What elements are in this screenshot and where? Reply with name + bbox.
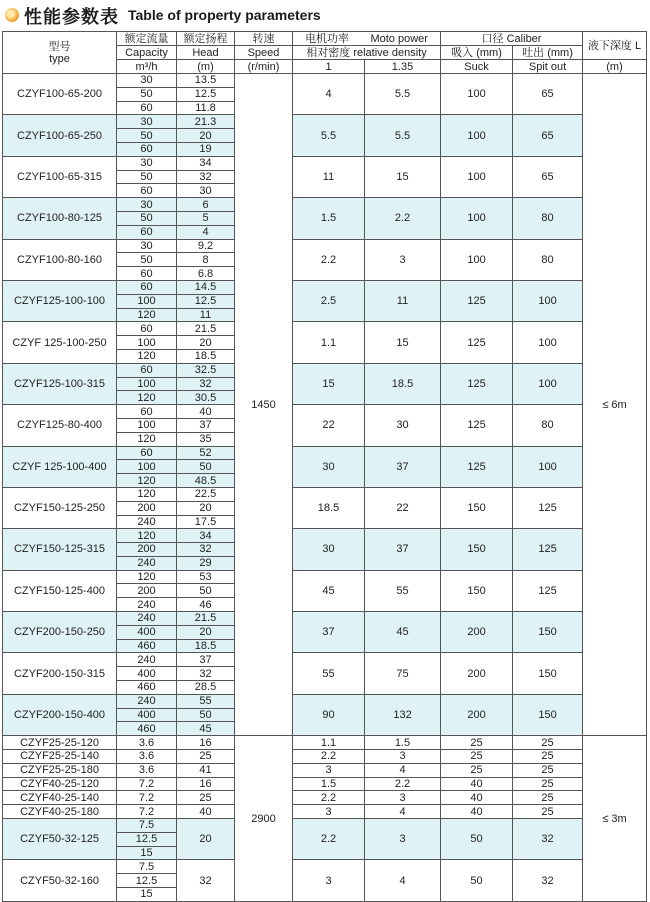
capacity-cell: 120: [117, 487, 177, 501]
suck-cell: 25: [441, 736, 513, 750]
type-en-label: type: [49, 52, 70, 65]
suck-cell: 125: [441, 363, 513, 404]
col-header-suck-en: Suck: [441, 60, 513, 74]
power-d1-cell: 1.5: [293, 777, 365, 791]
capacity-cell: 7.2: [117, 777, 177, 791]
col-header-head-unit: (m): [177, 60, 235, 74]
head-cell: 11.8: [177, 101, 235, 115]
head-cell: 20: [177, 819, 235, 860]
page-title-zh: 性能参数表: [24, 7, 119, 27]
model-type-cell: CZYF50-32-160: [3, 860, 117, 901]
suck-cell: 25: [441, 763, 513, 777]
table-row: [3, 74, 647, 88]
head-cell: 6.8: [177, 267, 235, 281]
suck-cell: 100: [441, 156, 513, 197]
capacity-cell: 100: [117, 460, 177, 474]
col-header-suck-zh: 吸入 (mm): [441, 46, 513, 60]
capacity-cell: 240: [117, 515, 177, 529]
col-header-density-1: 1: [293, 60, 365, 74]
power-d1-cell: 1.1: [293, 322, 365, 363]
capacity-cell: 60: [117, 142, 177, 156]
head-cell: 28.5: [177, 681, 235, 695]
capacity-cell: 60: [117, 405, 177, 419]
head-cell: 30: [177, 184, 235, 198]
suck-cell: 150: [441, 529, 513, 570]
table-row: [3, 322, 647, 336]
model-type-cell: CZYF100-80-125: [3, 198, 117, 239]
head-cell: 34: [177, 156, 235, 170]
capacity-cell: 60: [117, 101, 177, 115]
spit-cell: 150: [513, 612, 583, 653]
power-d2-cell: 22: [365, 487, 441, 528]
spit-cell: 25: [513, 791, 583, 805]
head-cell: 50: [177, 460, 235, 474]
head-cell: 12.5: [177, 87, 235, 101]
power-d1-cell: 3: [293, 860, 365, 901]
capacity-cell: 60: [117, 280, 177, 294]
head-cell: 53: [177, 570, 235, 584]
power-d1-cell: 4: [293, 74, 365, 115]
head-cell: 16: [177, 777, 235, 791]
power-d2-cell: 2.2: [365, 198, 441, 239]
suck-cell: 100: [441, 198, 513, 239]
power-d2-cell: 15: [365, 156, 441, 197]
table-row: [3, 653, 647, 667]
table-row: [3, 529, 647, 543]
power-d1-cell: 30: [293, 446, 365, 487]
head-cell: 8: [177, 253, 235, 267]
model-type-cell: CZYF150-125-315: [3, 529, 117, 570]
capacity-cell: 7.2: [117, 805, 177, 819]
head-cell: 32: [177, 543, 235, 557]
head-cell: 20: [177, 625, 235, 639]
capacity-cell: 120: [117, 432, 177, 446]
model-type-cell: CZYF100-65-250: [3, 115, 117, 156]
head-cell: 37: [177, 653, 235, 667]
capacity-cell: 240: [117, 612, 177, 626]
table-row: [3, 446, 647, 460]
col-header-power: [293, 32, 441, 46]
col-header-depth-zh: 液下深度 L: [583, 32, 647, 60]
col-header-speed-en: Speed: [235, 46, 293, 60]
table-row: [3, 819, 647, 833]
property-table: [2, 31, 647, 902]
depth-cell: ≤ 6m: [583, 74, 647, 736]
capacity-cell: 120: [117, 349, 177, 363]
model-type-cell: CZYF 125-100-250: [3, 322, 117, 363]
head-cell: 30.5: [177, 391, 235, 405]
power-d1-cell: 3: [293, 805, 365, 819]
power-d1-cell: 5.5: [293, 115, 365, 156]
capacity-cell: 240: [117, 556, 177, 570]
capacity-cell: 50: [117, 211, 177, 225]
head-cell: 4: [177, 225, 235, 239]
table-row: [3, 115, 647, 129]
spit-cell: 80: [513, 405, 583, 446]
table-row: [3, 487, 647, 501]
table-row: [3, 239, 647, 253]
table-row: [3, 570, 647, 584]
capacity-cell: 50: [117, 87, 177, 101]
head-cell: 5: [177, 211, 235, 225]
suck-cell: 50: [441, 819, 513, 860]
col-header-caliber: 口径 Caliber: [441, 32, 583, 46]
speed-cell: 1450: [235, 74, 293, 736]
head-cell: 50: [177, 584, 235, 598]
suck-cell: 125: [441, 446, 513, 487]
capacity-cell: 400: [117, 667, 177, 681]
head-cell: 12.5: [177, 294, 235, 308]
table-row: [3, 612, 647, 626]
head-cell: 14.5: [177, 280, 235, 294]
power-d2-cell: 18.5: [365, 363, 441, 404]
suck-cell: 100: [441, 74, 513, 115]
head-cell: 21.5: [177, 612, 235, 626]
capacity-cell: 50: [117, 170, 177, 184]
capacity-cell: 240: [117, 598, 177, 612]
depth-cell: ≤ 3m: [583, 736, 647, 902]
power-d2-cell: 1.5: [365, 736, 441, 750]
model-type-cell: CZYF200-150-250: [3, 612, 117, 653]
spit-cell: 125: [513, 487, 583, 528]
head-cell: 21.5: [177, 322, 235, 336]
power-d2-cell: 3: [365, 791, 441, 805]
power-d1-cell: 2.2: [293, 791, 365, 805]
head-cell: 11: [177, 308, 235, 322]
capacity-cell: 200: [117, 584, 177, 598]
power-d2-cell: 11: [365, 280, 441, 321]
capacity-cell: 15: [117, 846, 177, 860]
spit-cell: 100: [513, 446, 583, 487]
capacity-cell: 460: [117, 681, 177, 695]
head-cell: 18.5: [177, 349, 235, 363]
head-cell: 17.5: [177, 515, 235, 529]
table-row: [3, 860, 647, 874]
col-header-capacity-zh: 额定流量: [117, 32, 177, 46]
suck-cell: 200: [441, 612, 513, 653]
table-row: [3, 694, 647, 708]
capacity-cell: 3.6: [117, 763, 177, 777]
capacity-cell: 120: [117, 308, 177, 322]
capacity-cell: 7.2: [117, 791, 177, 805]
power-d2-cell: 5.5: [365, 115, 441, 156]
capacity-cell: 30: [117, 74, 177, 88]
head-cell: 20: [177, 501, 235, 515]
col-header-density: 相对密度 relative density: [293, 46, 441, 60]
page-title-en: Table of property parameters: [128, 7, 321, 23]
model-type-cell: CZYF125-100-315: [3, 363, 117, 404]
power-d2-cell: 37: [365, 446, 441, 487]
head-cell: 32: [177, 860, 235, 901]
power-d2-cell: 3: [365, 239, 441, 280]
model-type-cell: CZYF40-25-180: [3, 805, 117, 819]
capacity-cell: 200: [117, 501, 177, 515]
head-cell: 6: [177, 198, 235, 212]
model-type-cell: CZYF100-65-200: [3, 74, 117, 115]
power-d1-cell: 37: [293, 612, 365, 653]
col-header-head-en: Head: [177, 46, 235, 60]
table-row: [3, 405, 647, 419]
col-header-capacity-en: Capacity: [117, 46, 177, 60]
head-cell: 13.5: [177, 74, 235, 88]
spit-cell: 100: [513, 280, 583, 321]
capacity-cell: 100: [117, 336, 177, 350]
capacity-cell: 120: [117, 529, 177, 543]
capacity-cell: 30: [117, 239, 177, 253]
head-cell: 20: [177, 129, 235, 143]
suck-cell: 150: [441, 570, 513, 611]
suck-cell: 200: [441, 694, 513, 735]
capacity-cell: 3.6: [117, 736, 177, 750]
capacity-cell: 120: [117, 474, 177, 488]
model-type-cell: CZYF25-25-140: [3, 750, 117, 764]
head-cell: 16: [177, 736, 235, 750]
capacity-cell: 60: [117, 446, 177, 460]
model-type-cell: CZYF150-125-400: [3, 570, 117, 611]
head-cell: 34: [177, 529, 235, 543]
capacity-cell: 7.5: [117, 819, 177, 833]
table-row: [3, 280, 647, 294]
power-en-label: Moto power: [370, 32, 428, 45]
col-header-speed-unit: (r/min): [235, 60, 293, 74]
head-cell: 40: [177, 405, 235, 419]
head-cell: 40: [177, 805, 235, 819]
power-d1-cell: 2.2: [293, 750, 365, 764]
spit-cell: 65: [513, 74, 583, 115]
suck-cell: 100: [441, 239, 513, 280]
table-row: [3, 198, 647, 212]
power-zh-label: 电机功率: [305, 32, 350, 45]
table-row: [3, 777, 647, 791]
model-type-cell: CZYF25-25-120: [3, 736, 117, 750]
col-header-depth-unit: (m): [583, 60, 647, 74]
head-cell: 41: [177, 763, 235, 777]
head-cell: 46: [177, 598, 235, 612]
table-row: [3, 750, 647, 764]
capacity-cell: 60: [117, 225, 177, 239]
capacity-cell: 30: [117, 198, 177, 212]
model-type-cell: CZYF25-25-180: [3, 763, 117, 777]
suck-cell: 125: [441, 322, 513, 363]
power-d1-cell: 1.5: [293, 198, 365, 239]
head-cell: 48.5: [177, 474, 235, 488]
spit-cell: 80: [513, 239, 583, 280]
spit-cell: 32: [513, 860, 583, 901]
power-d2-cell: 75: [365, 653, 441, 694]
capacity-cell: 240: [117, 653, 177, 667]
power-d2-cell: 37: [365, 529, 441, 570]
suck-cell: 200: [441, 653, 513, 694]
table-body: [3, 74, 647, 902]
capacity-cell: 100: [117, 294, 177, 308]
head-cell: 22.5: [177, 487, 235, 501]
spit-cell: 125: [513, 529, 583, 570]
col-header-spit-en: Spit out: [513, 60, 583, 74]
head-cell: 50: [177, 708, 235, 722]
capacity-cell: 60: [117, 322, 177, 336]
col-header-spit-zh: 吐出 (mm): [513, 46, 583, 60]
power-d1-cell: 55: [293, 653, 365, 694]
orange-bullet-icon: [5, 8, 19, 22]
head-cell: 35: [177, 432, 235, 446]
spit-cell: 100: [513, 363, 583, 404]
power-d2-cell: 3: [365, 750, 441, 764]
capacity-cell: 240: [117, 694, 177, 708]
power-d1-cell: 30: [293, 529, 365, 570]
head-cell: 37: [177, 418, 235, 432]
col-header-speed-zh: 转速: [235, 32, 293, 46]
head-cell: 25: [177, 791, 235, 805]
power-d1-cell: 2.2: [293, 239, 365, 280]
capacity-cell: 60: [117, 363, 177, 377]
model-type-cell: CZYF125-80-400: [3, 405, 117, 446]
power-d2-cell: 55: [365, 570, 441, 611]
table-row: [3, 156, 647, 170]
power-d1-cell: 45: [293, 570, 365, 611]
head-cell: 32: [177, 667, 235, 681]
spit-cell: 150: [513, 653, 583, 694]
suck-cell: 150: [441, 487, 513, 528]
power-d2-cell: 132: [365, 694, 441, 735]
capacity-cell: 15: [117, 888, 177, 902]
table-row: [3, 763, 647, 777]
spit-cell: 65: [513, 156, 583, 197]
head-cell: 29: [177, 556, 235, 570]
model-type-cell: CZYF125-100-100: [3, 280, 117, 321]
title-bar: [0, 0, 650, 32]
model-type-cell: CZYF200-150-400: [3, 694, 117, 735]
table-row: [3, 805, 647, 819]
power-d2-cell: 15: [365, 322, 441, 363]
power-d2-cell: 45: [365, 612, 441, 653]
table-row: [3, 736, 647, 750]
head-cell: 45: [177, 722, 235, 736]
capacity-cell: 400: [117, 708, 177, 722]
head-cell: 52: [177, 446, 235, 460]
capacity-cell: 120: [117, 570, 177, 584]
power-d1-cell: 11: [293, 156, 365, 197]
head-cell: 20: [177, 336, 235, 350]
power-d1-cell: 1.1: [293, 736, 365, 750]
power-d1-cell: 2.2: [293, 819, 365, 860]
capacity-cell: 3.6: [117, 750, 177, 764]
capacity-cell: 100: [117, 418, 177, 432]
model-type-cell: CZYF 125-100-400: [3, 446, 117, 487]
suck-cell: 125: [441, 405, 513, 446]
speed-cell: 2900: [235, 736, 293, 902]
head-cell: 55: [177, 694, 235, 708]
table-row: [3, 363, 647, 377]
suck-cell: 40: [441, 805, 513, 819]
capacity-cell: 200: [117, 543, 177, 557]
spit-cell: 25: [513, 736, 583, 750]
suck-cell: 40: [441, 777, 513, 791]
power-d2-cell: 4: [365, 805, 441, 819]
head-cell: 25: [177, 750, 235, 764]
spit-cell: 25: [513, 805, 583, 819]
spit-cell: 32: [513, 819, 583, 860]
spit-cell: 100: [513, 322, 583, 363]
model-type-cell: CZYF150-125-250: [3, 487, 117, 528]
spit-cell: 150: [513, 694, 583, 735]
power-d2-cell: 3: [365, 819, 441, 860]
suck-cell: 40: [441, 791, 513, 805]
power-d1-cell: 15: [293, 363, 365, 404]
col-header-head-zh: 额定扬程: [177, 32, 235, 46]
power-d2-cell: 4: [365, 763, 441, 777]
power-d1-cell: 22: [293, 405, 365, 446]
spit-cell: 65: [513, 115, 583, 156]
spit-cell: 125: [513, 570, 583, 611]
model-type-cell: CZYF100-80-160: [3, 239, 117, 280]
power-d2-cell: 2.2: [365, 777, 441, 791]
suck-cell: 100: [441, 115, 513, 156]
capacity-cell: 460: [117, 722, 177, 736]
power-d2-cell: 4: [365, 860, 441, 901]
suck-cell: 125: [441, 280, 513, 321]
col-header-density-2: 1.35: [365, 60, 441, 74]
suck-cell: 50: [441, 860, 513, 901]
power-d1-cell: 3: [293, 763, 365, 777]
model-type-cell: CZYF40-25-140: [3, 791, 117, 805]
suck-cell: 25: [441, 750, 513, 764]
power-d1-cell: 18.5: [293, 487, 365, 528]
head-cell: 32.5: [177, 363, 235, 377]
head-cell: 9.2: [177, 239, 235, 253]
capacity-cell: 60: [117, 184, 177, 198]
power-d2-cell: 30: [365, 405, 441, 446]
capacity-cell: 120: [117, 391, 177, 405]
capacity-cell: 100: [117, 377, 177, 391]
model-type-cell: CZYF200-150-315: [3, 653, 117, 694]
table-row: [3, 791, 647, 805]
capacity-cell: 12.5: [117, 874, 177, 888]
capacity-cell: 50: [117, 253, 177, 267]
head-cell: 18.5: [177, 639, 235, 653]
power-d1-cell: 2.5: [293, 280, 365, 321]
capacity-cell: 460: [117, 639, 177, 653]
power-d1-cell: 90: [293, 694, 365, 735]
spit-cell: 25: [513, 777, 583, 791]
capacity-cell: 30: [117, 156, 177, 170]
capacity-cell: 30: [117, 115, 177, 129]
col-header-type: [3, 32, 117, 74]
capacity-cell: 400: [117, 625, 177, 639]
head-cell: 19: [177, 142, 235, 156]
spit-cell: 80: [513, 198, 583, 239]
type-zh-label: 型号: [48, 40, 71, 53]
capacity-cell: 50: [117, 129, 177, 143]
capacity-cell: 60: [117, 267, 177, 281]
model-type-cell: CZYF40-25-120: [3, 777, 117, 791]
col-header-capacity-unit: m³/h: [117, 60, 177, 74]
head-cell: 32: [177, 377, 235, 391]
model-type-cell: CZYF100-65-315: [3, 156, 117, 197]
spit-cell: 25: [513, 763, 583, 777]
power-d2-cell: 5.5: [365, 74, 441, 115]
spit-cell: 25: [513, 750, 583, 764]
capacity-cell: 12.5: [117, 832, 177, 846]
head-cell: 32: [177, 170, 235, 184]
capacity-cell: 7.5: [117, 860, 177, 874]
model-type-cell: CZYF50-32-125: [3, 819, 117, 860]
head-cell: 21.3: [177, 115, 235, 129]
